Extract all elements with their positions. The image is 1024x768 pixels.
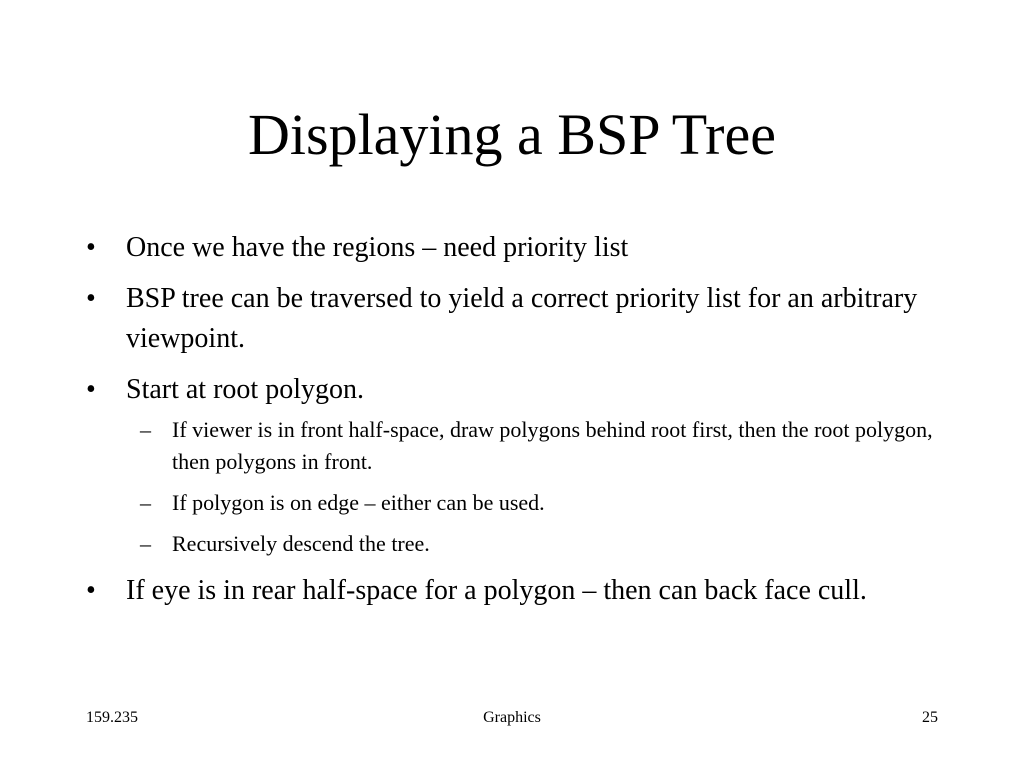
sub-bullet-text: If viewer is in front half-space, draw polygons behind root first, then the root polygon, then polygons in front.	[172, 417, 933, 474]
slide-title: Displaying a BSP Tree	[248, 102, 776, 167]
sub-bullet-text: Recursively descend the tree.	[172, 531, 430, 556]
sub-bullet-item	[126, 414, 946, 478]
sub-bullet-list	[126, 414, 946, 560]
sub-bullet-marker: –	[140, 417, 151, 442]
bullet-marker: •	[86, 283, 96, 314]
footer-course-code: 159.235	[86, 709, 138, 726]
bullet-marker: •	[86, 232, 96, 263]
bullet-text: If eye is in rear half-space for a polygon – then can back face cull.	[126, 575, 867, 606]
bullet-marker: •	[86, 374, 96, 405]
sub-bullet-item	[126, 487, 946, 519]
sub-bullet-marker: –	[140, 490, 151, 515]
bullet-text: Once we have the regions – need priority list	[126, 232, 629, 263]
footer-page-number: 25	[922, 709, 938, 726]
bullet-item	[86, 370, 946, 560]
bullet-item	[86, 571, 946, 611]
bullet-list	[86, 228, 946, 622]
sub-bullet-text: If polygon is on edge – either can be used.	[172, 490, 545, 515]
sub-bullet-marker: –	[140, 531, 151, 556]
bullet-item	[86, 279, 946, 359]
bullet-text: BSP tree can be traversed to yield a correct priority list for an arbitrary viewpoint.	[126, 283, 918, 354]
footer-subject: Graphics	[483, 709, 541, 726]
bullet-text: Start at root polygon.	[126, 374, 364, 405]
bullet-item	[86, 228, 946, 268]
sub-bullet-item	[126, 528, 946, 560]
bullet-marker: •	[86, 575, 96, 606]
